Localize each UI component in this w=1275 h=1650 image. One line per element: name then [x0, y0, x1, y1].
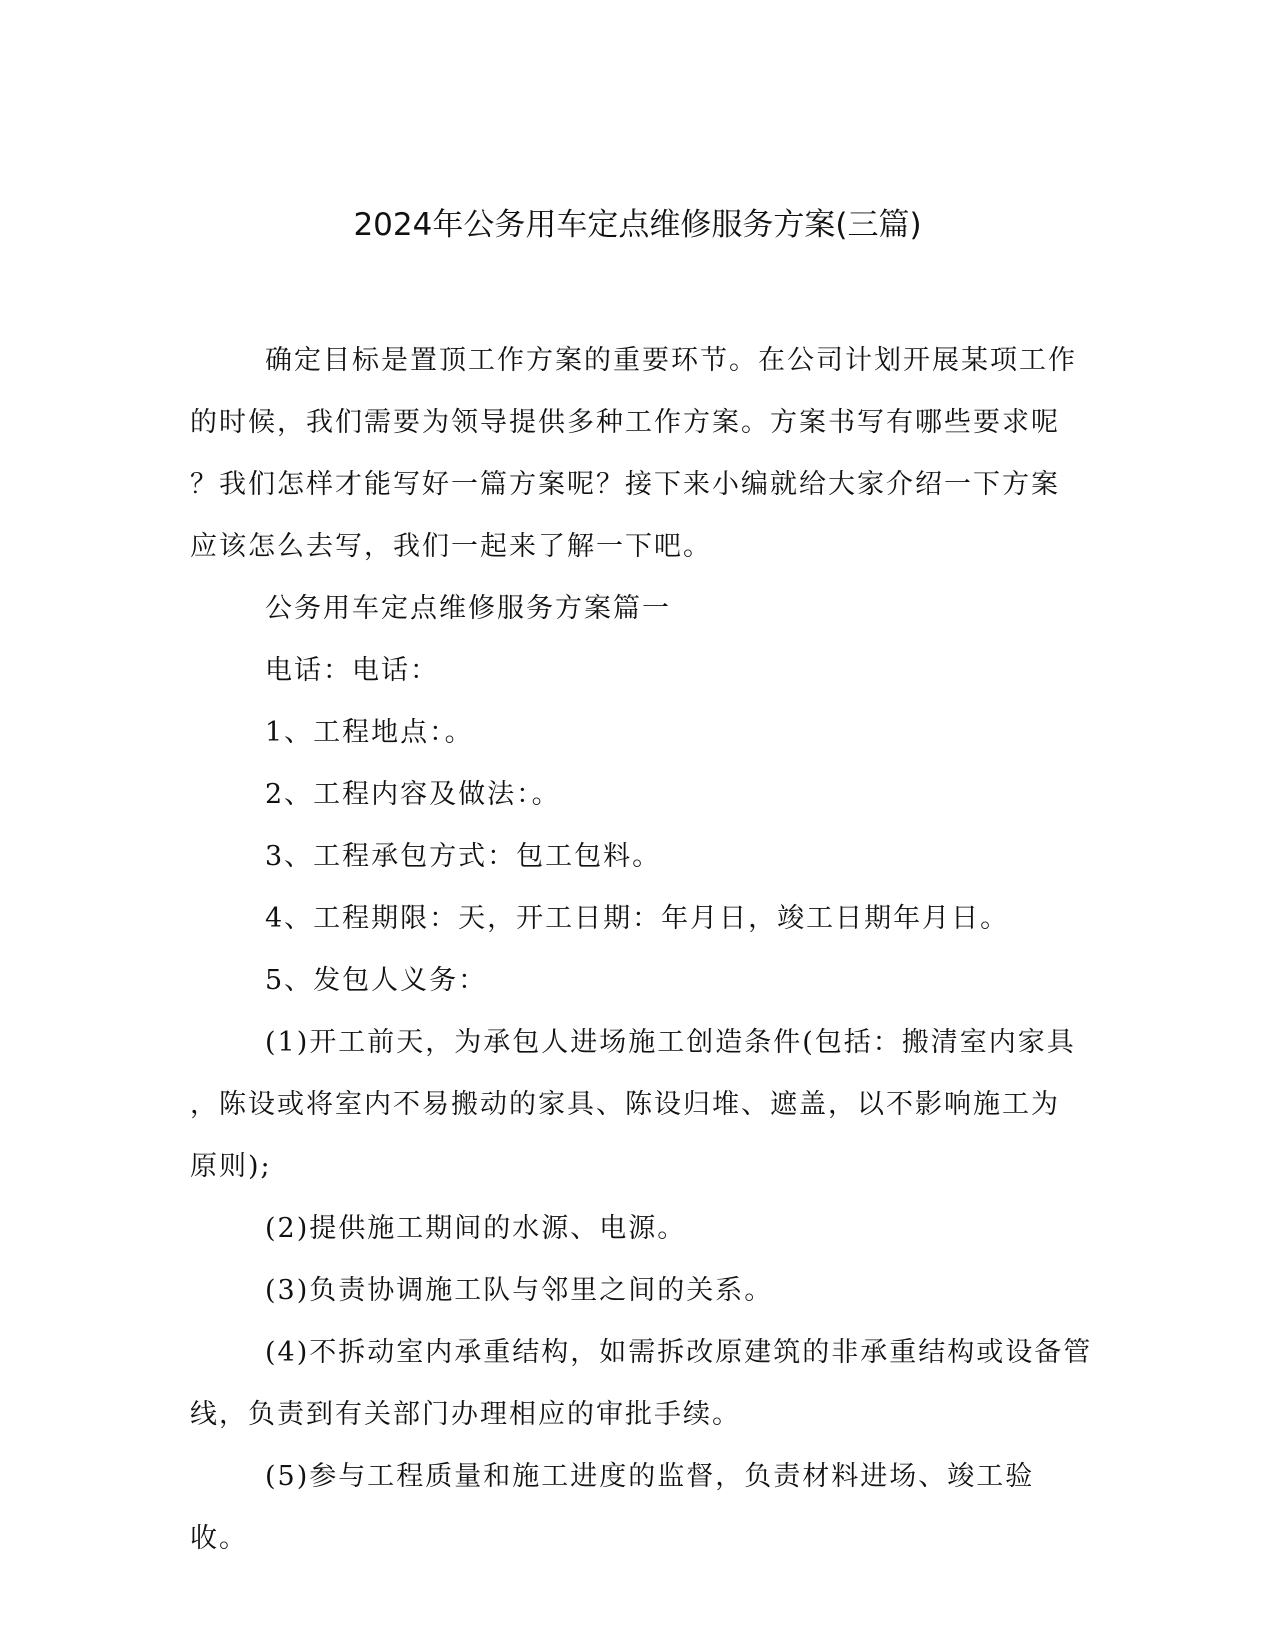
sub-item-2: (2)提供施工期间的水源、电源。 — [265, 1213, 687, 1244]
sub-item-line: (1)开工前天，为承包人进场施工创造条件(包括：搬清室内家具 — [265, 1027, 1076, 1058]
section-heading: 公务用车定点维修服务方案篇一 — [265, 593, 671, 624]
intro-line: 确定目标是置顶工作方案的重要环节。在公司计划开展某项工作 — [265, 345, 1077, 376]
intro-line: ？我们怎样才能写好一篇方案呢？接下来小编就给大家介绍一下方案 — [190, 469, 1060, 500]
sub-item-3: (3)负责协调施工队与邻里之间的关系。 — [265, 1275, 774, 1306]
list-item: 4、工程期限：天，开工日期：年月日，竣工日期年月日。 — [265, 903, 1010, 934]
sub-item-5: (5)参与工程质量和施工进度的监督，负责材料进场、竣工验收。 — [190, 1461, 1035, 1554]
list-item: 1、工程地点：。 — [265, 717, 474, 748]
sub-item-1 — [190, 1012, 1080, 1198]
sub-item-line: (4)不拆动室内承重结构，如需拆改原建筑的非承重结构或设备管 — [265, 1337, 1093, 1368]
list-item: 5、发包人义务： — [265, 965, 488, 996]
sub-item-4 — [190, 1322, 1093, 1446]
sub-item-line: 原则); — [190, 1151, 272, 1182]
document-title: 2024年公务用车定点维修服务方案(三篇) — [353, 207, 922, 243]
list-item: 3、工程承包方式：包工包料。 — [265, 841, 662, 872]
intro-paragraph — [190, 330, 1080, 578]
document-body — [190, 330, 1093, 1570]
sub-item-line: ，陈设或将室内不易搬动的家具、陈设归堆、遮盖，以不影响施工为 — [190, 1089, 1060, 1120]
list-item: 2、工程内容及做法：。 — [265, 779, 561, 810]
intro-line: 的时候，我们需要为领导提供多种工作方案。方案书写有哪些要求呢 — [190, 407, 1060, 438]
phone-line: 电话：电话： — [265, 655, 439, 686]
intro-line: 应该怎么去写，我们一起来了解一下吧。 — [190, 531, 712, 562]
sub-item-line: 线，负责到有关部门办理相应的审批手续。 — [190, 1399, 741, 1430]
